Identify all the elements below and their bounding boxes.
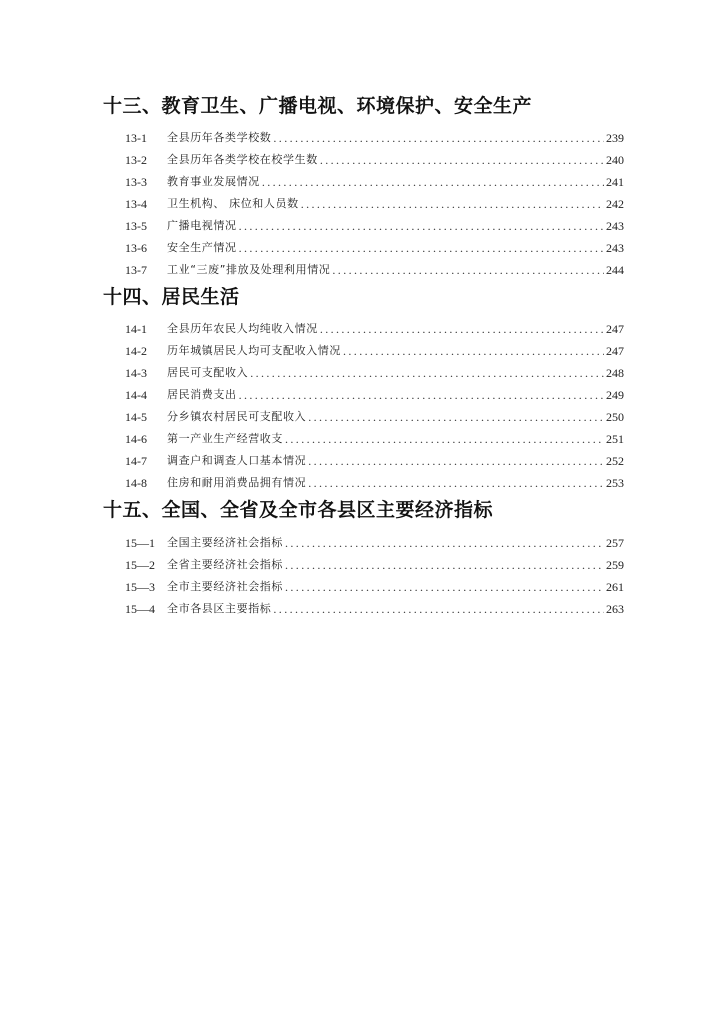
entry-title: 全市各县区主要指标 (167, 602, 272, 615)
section-15-heading: 十五、全国、全省及全市各县区主要经济指标 (103, 499, 494, 521)
entry-page-number: 242 (606, 197, 624, 211)
entry-page-number: 247 (606, 344, 624, 358)
entry-number: 13-1 (125, 131, 147, 145)
section-14-heading: 十四、居民生活 (103, 286, 240, 308)
entry-number: 15—1 (125, 536, 155, 550)
toc-entry-13-7[interactable] (125, 260, 624, 278)
entry-number: 13-4 (125, 197, 147, 211)
entry-page-number: 263 (606, 602, 624, 616)
entry-title: 全县历年农民人均纯收入情况 (167, 322, 318, 335)
entry-title: 卫生机构、 床位和人员数 (167, 197, 299, 210)
toc-entry-14-7[interactable] (125, 451, 624, 469)
entry-page-number: 257 (606, 536, 624, 550)
toc-entry-14-4[interactable] (125, 385, 624, 403)
entry-number: 14-5 (125, 410, 147, 424)
toc-entry-14-2[interactable] (125, 341, 624, 359)
entry-title: 教育事业发展情况 (167, 175, 260, 188)
toc-entry-15-2[interactable] (125, 555, 624, 573)
entry-title: 居民消费支出 (167, 388, 237, 401)
entry-number: 14-2 (125, 344, 147, 358)
entry-page-number: 261 (606, 580, 624, 594)
dot-leader (285, 431, 604, 447)
dot-leader (273, 601, 604, 617)
entry-page-number: 241 (606, 175, 624, 189)
entry-title: 第一产业生产经营收支 (167, 432, 283, 445)
dot-leader (285, 579, 604, 595)
entry-number: 13-7 (125, 263, 147, 277)
dot-leader (320, 321, 604, 337)
entry-title: 工业“三废”排放及处理利用情况 (167, 263, 331, 276)
toc-entry-15-4[interactable] (125, 599, 624, 617)
entry-page-number: 252 (606, 454, 624, 468)
toc-entry-13-6[interactable] (125, 238, 624, 256)
dot-leader (285, 557, 604, 573)
dot-leader (239, 218, 604, 234)
entry-page-number: 247 (606, 322, 624, 336)
entry-title: 住房和耐用消费品拥有情况 (167, 476, 307, 489)
dot-leader (250, 365, 604, 381)
entry-number: 15—4 (125, 602, 155, 616)
entry-title: 全县历年各类学校在校学生数 (167, 153, 318, 166)
entry-number: 13-6 (125, 241, 147, 255)
entry-number: 14-1 (125, 322, 147, 336)
toc-entry-15-3[interactable] (125, 577, 624, 595)
dot-leader (343, 343, 604, 359)
toc-entry-13-4[interactable] (125, 194, 624, 212)
entry-number: 14-3 (125, 366, 147, 380)
entry-title: 全省主要经济社会指标 (167, 558, 283, 571)
entry-number: 14-7 (125, 454, 147, 468)
dot-leader (308, 453, 604, 469)
dot-leader (239, 387, 604, 403)
toc-entry-13-1[interactable] (125, 128, 624, 146)
entry-page-number: 253 (606, 476, 624, 490)
dot-leader (262, 174, 604, 190)
entry-title: 分乡镇农村居民可支配收入 (167, 410, 307, 423)
entry-page-number: 244 (606, 263, 624, 277)
entry-number: 15—2 (125, 558, 155, 572)
toc-entry-14-3[interactable] (125, 363, 624, 381)
dot-leader (308, 475, 604, 491)
entry-title: 调查户和调查人口基本情况 (167, 454, 307, 467)
entry-title: 居民可支配收入 (167, 366, 249, 379)
toc-entry-14-1[interactable] (125, 319, 624, 337)
entry-number: 14-8 (125, 476, 147, 490)
dot-leader (301, 196, 604, 212)
entry-page-number: 259 (606, 558, 624, 572)
entry-title: 安全生产情况 (167, 241, 237, 254)
toc-entry-15-1[interactable] (125, 533, 624, 551)
entry-page-number: 239 (606, 131, 624, 145)
entry-page-number: 240 (606, 153, 624, 167)
entry-page-number: 251 (606, 432, 624, 446)
entry-title: 全市主要经济社会指标 (167, 580, 283, 593)
entry-number: 14-6 (125, 432, 147, 446)
dot-leader (320, 152, 604, 168)
entry-page-number: 243 (606, 241, 624, 255)
dot-leader (273, 130, 604, 146)
entry-title: 全国主要经济社会指标 (167, 536, 283, 549)
entry-page-number: 243 (606, 219, 624, 233)
toc-entry-13-3[interactable] (125, 172, 624, 190)
toc-entry-13-5[interactable] (125, 216, 624, 234)
entry-number: 13-2 (125, 153, 147, 167)
toc-entry-14-6[interactable] (125, 429, 624, 447)
section-13-heading: 十三、教育卫生、广播电视、环境保护、安全生产 (103, 95, 533, 117)
dot-leader (239, 240, 604, 256)
toc-entry-14-8[interactable] (125, 473, 624, 491)
entry-page-number: 248 (606, 366, 624, 380)
entry-number: 14-4 (125, 388, 147, 402)
entry-number: 13-5 (125, 219, 147, 233)
entry-title: 历年城镇居民人均可支配收入情况 (167, 344, 341, 357)
toc-entry-14-5[interactable] (125, 407, 624, 425)
entry-number: 15—3 (125, 580, 155, 594)
entry-title: 全县历年各类学校数 (167, 131, 272, 144)
entry-number: 13-3 (125, 175, 147, 189)
dot-leader (285, 535, 604, 551)
toc-entry-13-2[interactable] (125, 150, 624, 168)
entry-title: 广播电视情况 (167, 219, 237, 232)
dot-leader (308, 409, 604, 425)
entry-page-number: 249 (606, 388, 624, 402)
dot-leader (332, 262, 604, 278)
entry-page-number: 250 (606, 410, 624, 424)
